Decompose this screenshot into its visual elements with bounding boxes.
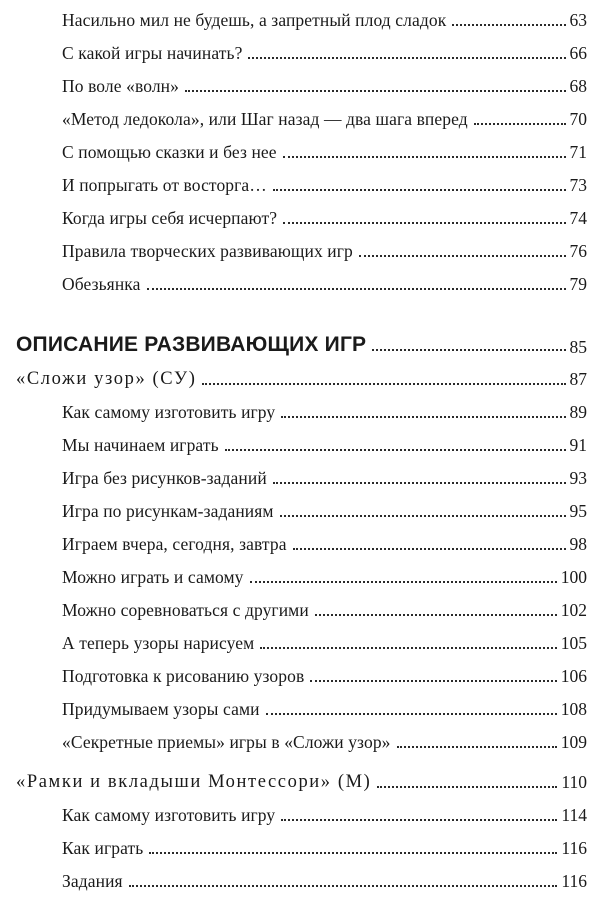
- toc-game-title: «Сложи узор» (СУ): [16, 369, 197, 389]
- dot-leader: [474, 123, 566, 125]
- dot-leader: [149, 852, 557, 854]
- toc-entry-title: Подготовка к рисованию узоров: [62, 666, 305, 686]
- toc-entry-title: Играем вчера, сегодня, завтра: [62, 534, 287, 554]
- toc-entry-title: Придумываем узоры сами: [62, 699, 260, 719]
- dot-leader: [260, 647, 556, 649]
- toc-chapter-title: ОПИСАНИЕ РАЗВИВАЮЩИХ ИГР: [16, 333, 367, 356]
- toc-entry-page: 98: [569, 534, 587, 554]
- dot-leader: [452, 24, 565, 26]
- toc-entry-page: 105: [560, 633, 587, 653]
- toc-entry-page: 66: [569, 43, 587, 63]
- dot-leader: [310, 680, 556, 682]
- toc-entry[interactable]: [0, 828, 604, 858]
- toc-entry-title: Как играть: [62, 838, 144, 858]
- toc-entry-title: С помощью сказки и без нее: [62, 142, 277, 162]
- toc-entry[interactable]: [0, 425, 604, 455]
- toc-entry-title: Когда игры себя исчерпают?: [62, 208, 278, 228]
- toc-entry-title: «Секретные приемы» игры в «Сложи узор»: [62, 732, 391, 752]
- toc-entry-page: 93: [569, 468, 587, 488]
- toc-entry-title: Можно играть и самому: [62, 567, 244, 587]
- dot-leader: [283, 156, 566, 158]
- dot-leader: [185, 90, 566, 92]
- toc-entry[interactable]: [0, 0, 604, 30]
- toc-game-section[interactable]: [0, 359, 604, 389]
- toc-entry-page: 89: [569, 402, 587, 422]
- toc-entry-page: 87: [569, 369, 587, 389]
- dot-leader: [397, 746, 557, 748]
- toc-game-section[interactable]: [0, 762, 604, 792]
- toc-entry-title: Как самому изготовить игру: [62, 402, 276, 422]
- toc-entry-page: 85: [569, 337, 587, 357]
- toc-entry-page: 79: [569, 274, 587, 294]
- toc-entry[interactable]: [0, 264, 604, 294]
- toc-entry-page: 108: [560, 699, 587, 719]
- dot-leader: [281, 416, 565, 418]
- toc-entry[interactable]: [0, 198, 604, 228]
- toc-entry[interactable]: [0, 524, 604, 554]
- toc-entry-title: По воле «волн»: [62, 76, 179, 96]
- toc-entry-title: Обезьянка: [62, 274, 141, 294]
- dot-leader: [129, 885, 558, 887]
- dot-leader: [359, 255, 566, 257]
- dot-leader: [273, 189, 566, 191]
- toc-entry-title: Игра без рисунков-заданий: [62, 468, 267, 488]
- toc-entry[interactable]: [0, 165, 604, 195]
- toc-entry-page: 116: [561, 871, 587, 891]
- toc-entry-page: 76: [569, 241, 587, 261]
- dot-leader: [283, 222, 565, 224]
- toc-entry[interactable]: [0, 392, 604, 422]
- toc-entry-title: С какой игры начинать?: [62, 43, 243, 63]
- toc-entry-title: Задания: [62, 871, 123, 891]
- toc-entry[interactable]: [0, 722, 604, 752]
- toc-entry-page: 114: [561, 805, 587, 825]
- toc-entry[interactable]: [0, 656, 604, 686]
- toc-entry-title: Игра по рисункам-заданиям: [62, 501, 274, 521]
- toc-entry-page: 68: [569, 76, 587, 96]
- toc-entry[interactable]: [0, 557, 604, 587]
- dot-leader: [266, 713, 557, 715]
- toc-entry-title: Можно соревноваться с другими: [62, 600, 309, 620]
- toc-game-title: «Рамки и вкладыши Монтессори» (М): [16, 772, 372, 792]
- dot-leader: [147, 288, 566, 290]
- toc-entry-title: Как самому изготовить игру: [62, 805, 276, 825]
- toc-entry[interactable]: [0, 861, 604, 891]
- toc-entry[interactable]: [0, 66, 604, 96]
- toc-entry-page: 109: [560, 732, 587, 752]
- toc-chapter-heading[interactable]: [0, 327, 604, 357]
- toc-entry-page: 71: [569, 142, 587, 162]
- toc-entry-title: Насильно мил не будешь, а запретный плод сладок: [62, 10, 447, 30]
- dot-leader: [293, 548, 566, 550]
- toc-entry-title: А теперь узоры нарисуем: [62, 633, 255, 653]
- toc-entry[interactable]: [0, 132, 604, 162]
- toc-entry[interactable]: [0, 689, 604, 719]
- toc-entry-title: Мы начинаем играть: [62, 435, 219, 455]
- toc-entry-page: 73: [569, 175, 587, 195]
- toc-entry[interactable]: [0, 99, 604, 129]
- toc-entry-page: 106: [560, 666, 587, 686]
- dot-leader: [248, 57, 565, 59]
- toc-entry[interactable]: [0, 33, 604, 63]
- toc-entry-title: И попрыгать от восторга…: [62, 175, 267, 195]
- dot-leader: [280, 515, 566, 517]
- toc-entry-page: 95: [569, 501, 587, 521]
- toc-entry-page: 70: [569, 109, 587, 129]
- dot-leader: [250, 581, 557, 583]
- dot-leader: [281, 819, 557, 821]
- toc-entry-title: «Метод ледокола», или Шаг назад — два шага вперед: [62, 109, 468, 129]
- toc-entry-page: 63: [569, 10, 587, 30]
- toc-entry-title: Правила творческих развивающих игр: [62, 241, 353, 261]
- dot-leader: [377, 786, 557, 788]
- toc-entry-page: 102: [560, 600, 587, 620]
- toc-entry[interactable]: [0, 795, 604, 825]
- dot-leader: [225, 449, 566, 451]
- toc-entry-page: 74: [569, 208, 587, 228]
- toc-entry[interactable]: [0, 590, 604, 620]
- dot-leader: [202, 383, 565, 385]
- toc-entry[interactable]: [0, 623, 604, 653]
- toc-entry-page: 91: [569, 435, 587, 455]
- dot-leader: [372, 349, 565, 351]
- dot-leader: [315, 614, 557, 616]
- toc-entry-page: 116: [561, 838, 587, 858]
- toc-entry[interactable]: [0, 231, 604, 261]
- toc-entry-page: 110: [561, 772, 587, 792]
- toc-entry[interactable]: [0, 458, 604, 488]
- toc-entry-page: 100: [560, 567, 587, 587]
- dot-leader: [273, 482, 566, 484]
- toc-entry[interactable]: [0, 491, 604, 521]
